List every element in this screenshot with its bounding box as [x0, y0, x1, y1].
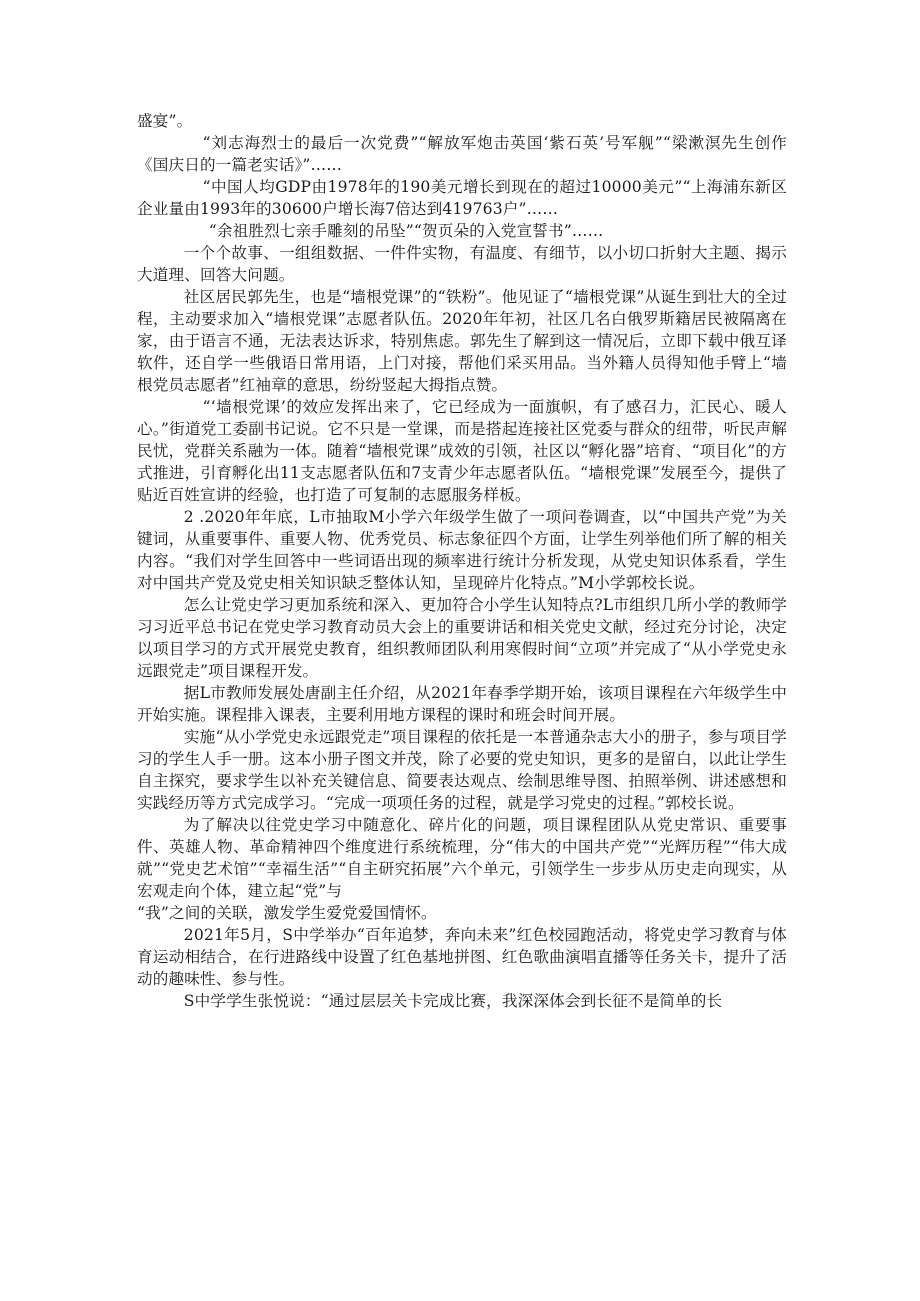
paragraph-units: 为了解决以往党史学习中随意化、碎片化的问题，项目课程团队从党史常识、重要事件、英雄人物、革命精神四个维度进行系统梳理，分“伟大的中国共产党”“光辉历程”“伟大成就”“党史艺术馆”“幸福生活”“自主研究拓展”六个单元，引领学生一步步从历史走向现实，从宏观走向个体，建立起“党”与	[137, 816, 787, 900]
paragraph-story-list: “刘志海烈士的最后一次党费”“解放军炮击英国‘紫石英’号军舰”“梁漱溟先生创作《国庆日的一篇老实话》”……	[137, 134, 787, 174]
paragraph-summary: 一个个故事、一组组数据、一件件实物，有温度、有细节，以小切口折射大主题、揭示大道理、回答大问题。	[137, 244, 787, 284]
document-page	[137, 110, 787, 1012]
paragraph-guo-xiansheng: 社区居民郭先生，也是“墙根党课”的“铁粉”。他见证了“墙根党课”从诞生到壮大的全过程，主动要求加入“墙根党课”志愿者队伍。2020年年初，社区几名白俄罗斯籍居民被隔离在家，由于语言不通，无法表达诉求，特别焦虑。郭先生了解到这一情况后，立即下载中俄互译软件，还自学一些俄语日常用语，上门对接，帮他们采买用品。当外籍人员得知他手臂上“墙根党员志愿者”红袖章的意思，纷纷竖起大拇指点赞。	[137, 288, 787, 394]
paragraph-continuation: 盛宴”。	[137, 112, 193, 130]
paragraph-project-development: 怎么让党史学习更加系统和深入、更加符合小学生认知特点?L市组织几所小学的教师学习习近平总书记在党史学习教育动员大会上的重要讲话和相关党史文献，经过充分讨论，决定以项目学习的方式开展党史教育，组织教师团队利用寒假时间“立项”并完成了“从小学党史永远跟党走”项目课程开发。	[137, 596, 787, 680]
paragraph-effect: “‘墙根党课’的效应发挥出来了，它已经成为一面旗帜，有了感召力，汇民心、暖人心。”街道党工委副书记说。它不只是一堂课，而是搭起连接社区党委与群众的纽带，听民声解民忧，党群关系融为一体。随着“墙根党课”成效的引领，社区以“孵化器”培育、“项目化”的方式推进，引育孵化出11支志愿者队伍和7支青少年志愿者队伍。“墙根党课”发展至今，提供了贴近百姓宣讲的经验，也打造了可复制的志愿服务样板。	[137, 398, 787, 504]
paragraph-campus-run: 2021年5月，S中学举办“百年追梦，奔向未来”红色校园跑活动，将党史学习教育与体育运动相结合，在行进路线中设置了红色基地拼图、红色歌曲演唱直播等任务关卡，提升了活动的趣味性、参与性。	[137, 926, 787, 988]
paragraph-survey: 2 .2020年年底，L市抽取M小学六年级学生做了一项问卷调查，以“中国共产党”为关键词，从重要事件、重要人物、优秀党员、标志象征四个方面，让学生列举他们所了解的相关内容。“我们对学生回答中一些词语出现的频率进行统计分析发现，从党史知识体系看，学生对中国共产党及党史相关知识缺乏整体认知，呈现碎片化特点。”M小学郭校长说。	[137, 508, 787, 592]
paragraph-object-list: “余祖胜烈七亲手雕刻的吊坠”“贺页朵的入党宣誓书”……	[208, 222, 604, 240]
paragraph-units-continued: “我”之间的关联，激发学生爱党爱国情怀。	[137, 904, 437, 922]
paragraph-implementation: 据L市教师发展处唐副主任介绍，从2021年春季学期开始，该项目课程在六年级学生中开始实施。课程排入课表，主要利用地方课程的课时和班会时间开展。	[137, 684, 787, 724]
paragraph-student-quote: S中学学生张悦说：“通过层层关卡完成比赛，我深深体会到长征不是简单的长	[183, 992, 723, 1010]
paragraph-booklet: 实施“从小学党史永远跟党走”项目课程的依托是一本普通杂志大小的册子，参与项目学习的学生人手一册。这本小册子图文并茂，除了必要的党史知识，更多的是留白，以此让学生自主探究，要求学生以补充关键信息、简要表达观点、绘制思维导图、拍照举例、讲述感想和实践经历等方式完成学习。“完成一项项任务的过程，就是学习党史的过程。”郭校长说。	[137, 728, 787, 812]
paragraph-data-list: “中国人均GDP由1978年的190美元增长到现在的超过10000美元”“上海浦东新区企业量由1993年的30600户增长海7倍达到419763户”……	[137, 178, 787, 218]
